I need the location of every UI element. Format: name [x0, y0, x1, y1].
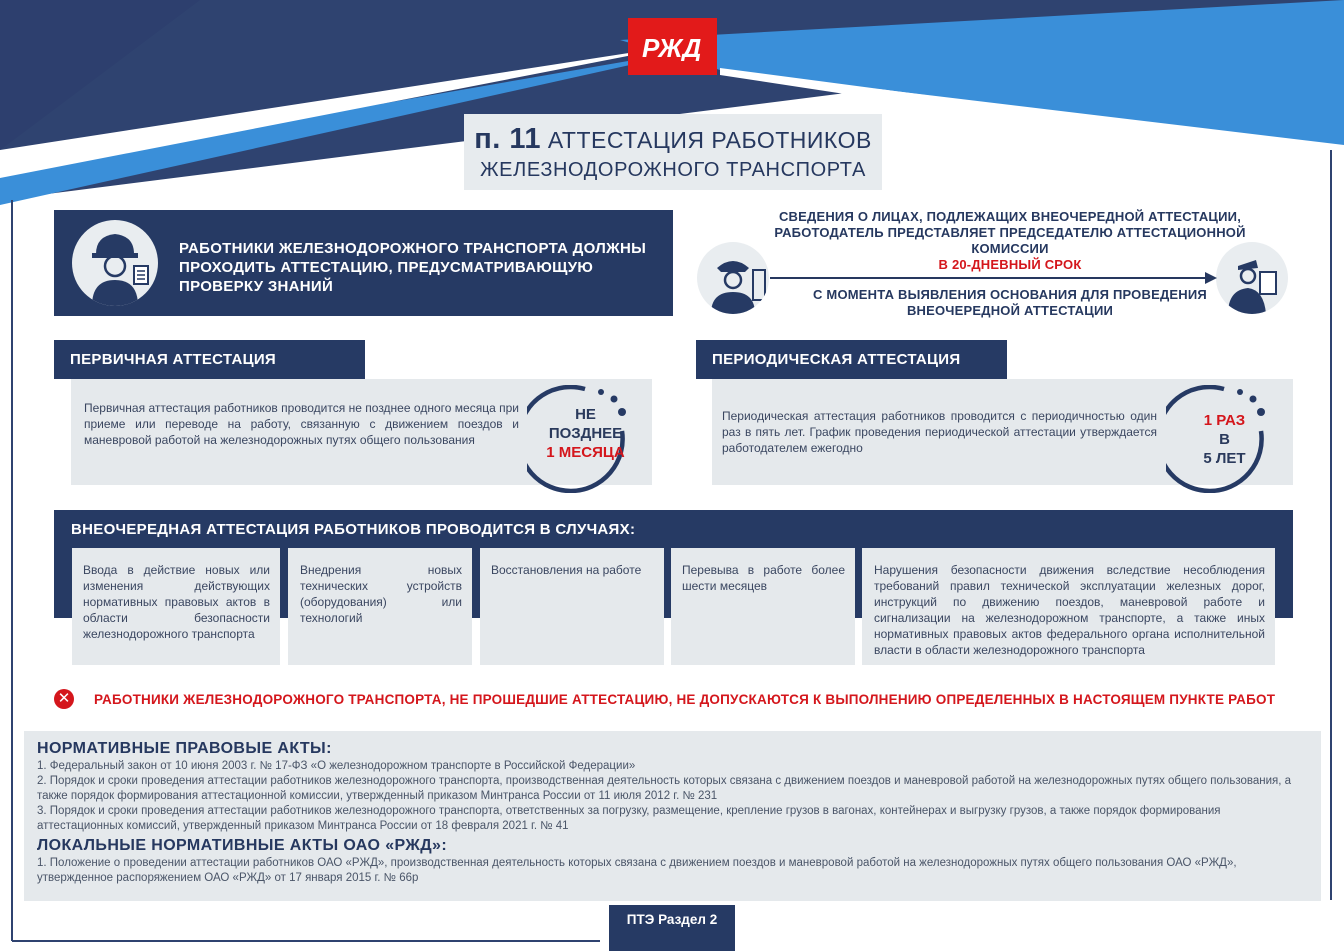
warning-line: [54, 689, 1314, 711]
acts-item: 1. Федеральный закон от 10 июня 2003 г. № 17-ФЗ «О железнодорожном транспорте в Российской Федерации»: [37, 760, 636, 772]
page-title: [464, 114, 882, 190]
periodic-tab: ПЕРИОДИЧЕСКАЯ АТТЕСТАЦИЯ: [696, 340, 1007, 379]
primary-tab: ПЕРВИЧНАЯ АТТЕСТАЦИЯ: [54, 340, 365, 379]
intro-text: РАБОТНИКИ ЖЕЛЕЗНОДОРОЖНОГО ТРАНСПОРТА ДОЛЖНЫ ПРОХОДИТЬ АТТЕСТАЦИЮ, ПРЕДУСМАТРИВАЮЩУЮ ПРОВЕРКУ ЗНАНИЙ: [179, 240, 647, 295]
acts-item: 1. Положение о проведении аттестации работников ОАО «РЖД», производственная деятельность которых связана с движением поездов и маневровой работой на железнодорожных путях общего пользования ОАО «РЖД», утвержденное распоряжением ОАО «РЖД» от 17 января 2015 г. № 66р: [37, 857, 1237, 884]
case-card: Нарушения безопасности движения вследствие несоблюдения требований правил технической эксплуатации железных дорог, инструкций по движению поездов, маневровой работе и сигнализации на железнодорожном транспорте, а также иных нормативных правовых актов федерального органа исполнительной власти в области железнодорожного транспорта: [862, 548, 1275, 665]
primary-ring: [527, 385, 644, 493]
case-card: Перевыва в работе более шести месяцев: [671, 548, 855, 665]
warning-text: РАБОТНИКИ ЖЕЛЕЗНОДОРОЖНОГО ТРАНСПОРТА, НЕ ПРОШЕДШИЕ АТТЕСТАЦИЮ, НЕ ДОПУСКАЮТСЯ К ВЫПОЛНЕНИЮ ОПРЕДЕЛЕННЫХ В НАСТОЯЩЕМ ПУНКТЕ РАБОТ: [94, 692, 1276, 707]
rzd-logo: [628, 18, 717, 75]
case-card: Восстановления на работе: [480, 548, 664, 665]
rzd-logo-icon: [640, 33, 706, 61]
periodic-ring-l2: В: [1219, 431, 1230, 448]
footer-label: ПТЭ Раздел 2: [609, 905, 735, 951]
primary-text: Первичная аттестация работников проводится не позднее одного месяца при приеме или переводе на работу, связанную с движением поездов и маневровой работой на железнодорожных путях общего пользования: [84, 401, 519, 447]
legal-acts: [24, 731, 1321, 901]
title-number: п. 11: [474, 123, 541, 155]
officer-icon: [697, 242, 769, 314]
svg-text:РЖД: РЖД: [641, 32, 701, 61]
primary-ring-l2: ПОЗДНЕЕ: [548, 425, 623, 442]
worker-icon: [72, 220, 158, 306]
extraordinary-header: ВНЕОЧЕРЕДНАЯ АТТЕСТАЦИЯ РАБОТНИКОВ ПРОВОДИТСЯ В СЛУЧАЯХ:: [71, 521, 636, 538]
acts-item: 3. Порядок и сроки проведения аттестации работников железнодорожного транспорта, ответственных за погрузку, размещение, крепление грузов в вагонах, контейнерах и выгрузку грузов, а также порядок формирования аттестационных комиссий, утвержденный приказом Минтранса России от 18 февраля 2021 г. № 41: [37, 805, 1221, 832]
primary-ring-l3: 1 МЕСЯЦА: [546, 444, 625, 461]
info-bottom: С МОМЕНТА ВЫЯВЛЕНИЯ ОСНОВАНИЯ ДЛЯ ПРОВЕДЕНИЯ ВНЕОЧЕРЕДНОЙ АТТЕСТАЦИИ: [813, 287, 1207, 318]
case-card: Внедрения новых технических устройств (оборудования) или технологий: [288, 548, 472, 665]
title-line1: АТТЕСТАЦИЯ РАБОТНИКОВ: [547, 127, 872, 153]
info-deadline: В 20-ДНЕВНЫЙ СРОК: [938, 257, 1082, 272]
acts-heading: НОРМАТИВНЫЕ ПРАВОВЫЕ АКТЫ:: [37, 740, 332, 757]
local-acts-heading: ЛОКАЛЬНЫЕ НОРМАТИВНЫЕ АКТЫ ОАО «РЖД»:: [37, 837, 448, 854]
title-line2: ЖЕЛЕЗНОДОРОЖНОГО ТРАНСПОРТА: [480, 159, 866, 181]
info-top: СВЕДЕНИЯ О ЛИЦАХ, ПОДЛЕЖАЩИХ ВНЕОЧЕРЕДНОЙ АТТЕСТАЦИИ, РАБОТОДАТЕЛЬ ПРЕДСТАВЛЯЕТ ПРЕДСЕДАТЕЛЮ АТТЕСТАЦИОННОЙ КОМИССИИ: [774, 209, 1246, 256]
periodic-ring-l1: 1 РАЗ: [1203, 412, 1246, 429]
arrow-line: [770, 277, 1210, 279]
info-block: [760, 209, 1260, 319]
primary-ring-l1: НЕ: [575, 406, 596, 423]
arrow-right-icon: [1205, 272, 1217, 284]
periodic-text: Периодическая аттестация работников проводится с периодичностью один раз в пять лет. График проведения периодической аттестации утверждается работодателем ежегодно: [722, 409, 1157, 455]
periodic-ring: [1166, 385, 1283, 493]
intro-panel: [54, 210, 673, 316]
case-card: Ввода в действие новых или изменения действующих нормативных правовых актов в области безопасности железнодорожного транспорта: [72, 548, 280, 665]
periodic-ring-l3: 5 ЛЕТ: [1203, 450, 1246, 467]
close-icon: ✕: [54, 689, 74, 709]
acts-item: 2. Порядок и сроки проведения аттестации работников железнодорожного транспорта, производственная деятельность которых связана с движением поездов и маневровой работой на железнодорожных путях общего пользования, а также порядок формирования аттестационной комиссии, утвержденный приказом Минтранса России от 11 июля 2012 г. № 231: [37, 775, 1292, 802]
